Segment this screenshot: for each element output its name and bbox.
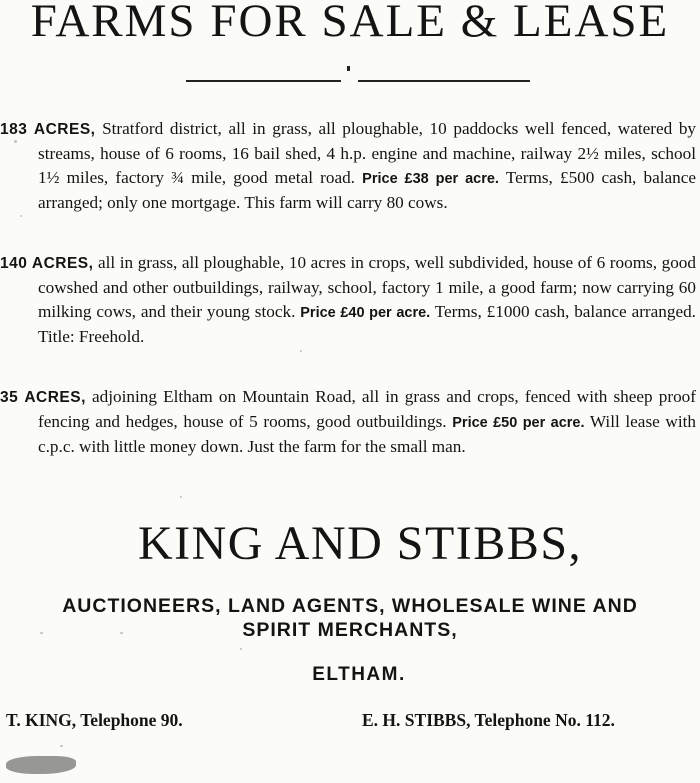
contact-king: T. KING, Telephone 90. — [6, 710, 183, 730]
print-speck — [60, 745, 63, 747]
divider-ornament — [347, 66, 350, 71]
print-speck — [40, 632, 43, 634]
print-speck — [240, 648, 242, 650]
listing-terms: Terms, £1000 cash, balance arranged. Title: Freehold. — [38, 302, 696, 346]
firm-town: ELTHAM. — [312, 664, 406, 685]
print-speck — [180, 496, 182, 498]
print-speck — [300, 350, 302, 352]
listing-paragraph — [0, 385, 700, 459]
listing-price: Price £38 per acre. — [362, 171, 499, 187]
listing-acreage: 140 ACRES, — [0, 255, 94, 272]
listing-35-acres — [0, 385, 700, 459]
listing-terms: Will lease with c.p.c. with little money down. Just the farm for the small man. — [38, 412, 696, 456]
listing-183-acres — [0, 117, 700, 215]
firm-trade-line-1: AUCTIONEERS, LAND AGENTS, WHOLESALE WINE AND — [62, 595, 638, 617]
listing-paragraph — [0, 251, 700, 349]
print-speck — [120, 632, 123, 634]
listing-paragraph — [0, 117, 700, 215]
firm-name: KING AND STIBBS, — [137, 517, 583, 570]
contact-stibbs: E. H. STIBBS, Telephone No. 112. — [362, 710, 615, 730]
divider-rule-right — [358, 80, 530, 82]
print-speck — [14, 140, 17, 143]
listing-description: adjoining Eltham on Mountain Road, all in grass and crops, fenced with sheep proof fencing and hedges, house of 5 rooms, good outbuildings. — [38, 387, 696, 431]
divider-rule-left — [186, 80, 341, 82]
ink-smudge — [6, 756, 76, 774]
listing-description: Stratford district, all in grass, all ploughable, 10 paddocks well fenced, watered by streams, house of 6 rooms, 16 bail shed, 4 h.p. engine and machine, railway 2½ miles, school 1½ miles, factory ¾ mile, good metal road. — [38, 119, 697, 187]
listing-price: Price £50 per acre. — [452, 415, 585, 431]
listing-terms: Terms, £500 cash, balance arranged; only one mortgage. This farm will carry 80 cows. — [38, 168, 697, 212]
listing-140-acres — [0, 251, 700, 349]
firm-trade-line-2: SPIRIT MERCHANTS, — [242, 619, 458, 641]
listing-price: Price £40 per acre. — [300, 305, 431, 321]
listing-acreage: 183 ACRES, — [0, 121, 96, 138]
listing-description: all in grass, all ploughable, 10 acres in crops, well subdivided, house of 6 rooms, good cowshed and other outbuildings, railway, school, factory 1 mile, a good farm; now carrying 60 milking cows, and their young stock. — [38, 253, 696, 321]
listing-acreage: 35 ACRES, — [0, 389, 86, 406]
print-speck — [20, 215, 22, 217]
headline: FARMS FOR SALE & LEASE — [30, 0, 670, 46]
